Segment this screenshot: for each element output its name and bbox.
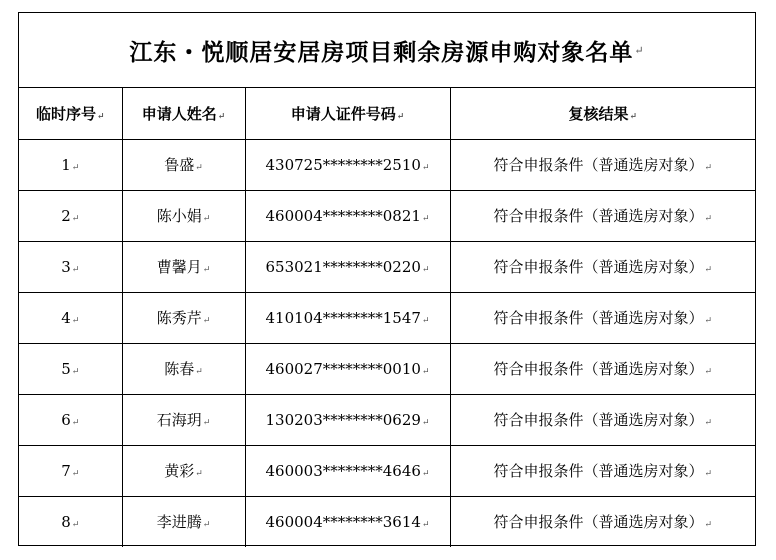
paragraph-mark-icon: ↵ — [704, 367, 713, 377]
paragraph-mark-icon: ↵ — [704, 469, 713, 479]
cell-result: 符合申报条件（普通选房对象）↵ — [493, 513, 713, 532]
cell-name: 陈小娟↵ — [122, 190, 245, 241]
cell-id: 410104********1547↵ — [245, 292, 450, 343]
cell-name: 陈春↵ — [122, 343, 245, 394]
cell-seq: 1↵ — [19, 139, 122, 190]
paragraph-mark-icon: ↵ — [195, 469, 203, 479]
cell-result: 符合申报条件（普通选房对象）↵ — [450, 343, 755, 394]
header-name: 申请人姓名↵ — [122, 88, 245, 139]
title-text: 江东・悦顺居安居房项目剩余房源申购对象名单 — [129, 38, 634, 66]
paragraph-mark-icon: ↵ — [421, 315, 430, 326]
cell-id: 430725********2510↵ — [245, 139, 450, 190]
table-row — [19, 292, 755, 343]
cell-result: 符合申报条件（普通选房对象）↵ — [450, 445, 755, 496]
paragraph-mark-icon: ↵ — [704, 265, 713, 275]
cell-result: 符合申报条件（普通选房对象）↵ — [450, 190, 755, 241]
header-id: 申请人证件号码↵ — [245, 88, 450, 139]
paragraph-mark-icon: ↵ — [202, 214, 211, 224]
cell-result: 符合申报条件（普通选房对象）↵ — [450, 292, 755, 343]
cell-id: 130203********0629↵ — [245, 394, 450, 445]
table-row — [19, 139, 755, 190]
paragraph-mark-icon: ↵ — [71, 468, 80, 479]
paragraph-mark-icon: ↵ — [71, 162, 80, 173]
cell-seq: 6↵ — [19, 394, 122, 445]
cell-id: 653021********0220↵ — [245, 241, 450, 292]
paragraph-mark-icon: ↵ — [421, 468, 430, 479]
table-row — [19, 190, 755, 241]
paragraph-mark-icon: ↵ — [421, 417, 430, 428]
table-row — [19, 343, 755, 394]
paragraph-mark-icon: ↵ — [704, 316, 713, 326]
cell-id: 460004********3614↵ — [245, 496, 450, 547]
cell-name: 李进腾↵ — [122, 496, 245, 547]
cell-name: 鲁盛↵ — [122, 139, 245, 190]
paragraph-mark-icon: ↵ — [71, 366, 80, 377]
cell-seq: 7↵ — [19, 445, 122, 496]
paragraph-mark-icon: ↵ — [421, 162, 430, 173]
document-title — [19, 13, 755, 88]
cell-seq: 8↵ — [19, 496, 122, 547]
paragraph-mark-icon: ↵ — [421, 366, 430, 377]
paragraph-mark-icon: ↵ — [704, 163, 713, 173]
paragraph-mark-icon: ↵ — [396, 111, 405, 122]
cell-result: 符合申报条件（普通选房对象）↵ — [450, 241, 755, 292]
cell-result: 符合申报条件（普通选房对象）↵ — [450, 139, 755, 190]
paragraph-mark-icon: ↵ — [195, 163, 203, 173]
table-body — [19, 139, 755, 547]
paragraph-mark-icon: ↵ — [704, 214, 713, 224]
cell-seq: 5↵ — [19, 343, 122, 394]
cell-result: 符合申报条件（普通选房对象）↵ — [450, 394, 755, 445]
paragraph-mark-icon: ↵ — [634, 43, 645, 57]
paragraph-mark-icon: ↵ — [217, 111, 226, 122]
cell-id: 460027********0010↵ — [245, 343, 450, 394]
cell-id: 460004********0821↵ — [245, 190, 450, 241]
cell-name: 石海玥↵ — [122, 394, 245, 445]
paragraph-mark-icon: ↵ — [71, 417, 80, 428]
paragraph-mark-icon: ↵ — [71, 519, 80, 530]
cell-name: 黄彩↵ — [122, 445, 245, 496]
paragraph-mark-icon: ↵ — [202, 520, 211, 531]
cell-name: 陈秀芹↵ — [122, 292, 245, 343]
table-row — [19, 241, 755, 292]
cell-id: 460003********4646↵ — [245, 445, 450, 496]
paragraph-mark-icon: ↵ — [421, 519, 430, 530]
cell-seq: 2↵ — [19, 190, 122, 241]
paragraph-mark-icon: ↵ — [71, 213, 80, 224]
cell-seq: 4↵ — [19, 292, 122, 343]
table-header-row — [19, 88, 755, 139]
document-sheet — [18, 12, 756, 546]
paragraph-mark-icon: ↵ — [195, 367, 203, 377]
paragraph-mark-icon: ↵ — [704, 520, 713, 531]
paragraph-mark-icon: ↵ — [96, 111, 105, 122]
paragraph-mark-icon: ↵ — [629, 111, 638, 122]
table-row — [19, 496, 755, 547]
table-row — [19, 445, 755, 496]
paragraph-mark-icon: ↵ — [704, 418, 713, 428]
paragraph-mark-icon: ↵ — [421, 264, 430, 275]
paragraph-mark-icon: ↵ — [71, 315, 80, 326]
header-seq: 临时序号↵ — [19, 88, 122, 139]
applicant-table — [19, 88, 755, 547]
cell-seq: 3↵ — [19, 241, 122, 292]
header-result: 复核结果↵ — [450, 88, 755, 139]
cell-name: 曹馨月↵ — [122, 241, 245, 292]
paragraph-mark-icon: ↵ — [202, 316, 211, 326]
paragraph-mark-icon: ↵ — [421, 213, 430, 224]
paragraph-mark-icon: ↵ — [71, 264, 80, 275]
paragraph-mark-icon: ↵ — [202, 418, 211, 428]
table-row — [19, 394, 755, 445]
paragraph-mark-icon: ↵ — [202, 265, 211, 275]
